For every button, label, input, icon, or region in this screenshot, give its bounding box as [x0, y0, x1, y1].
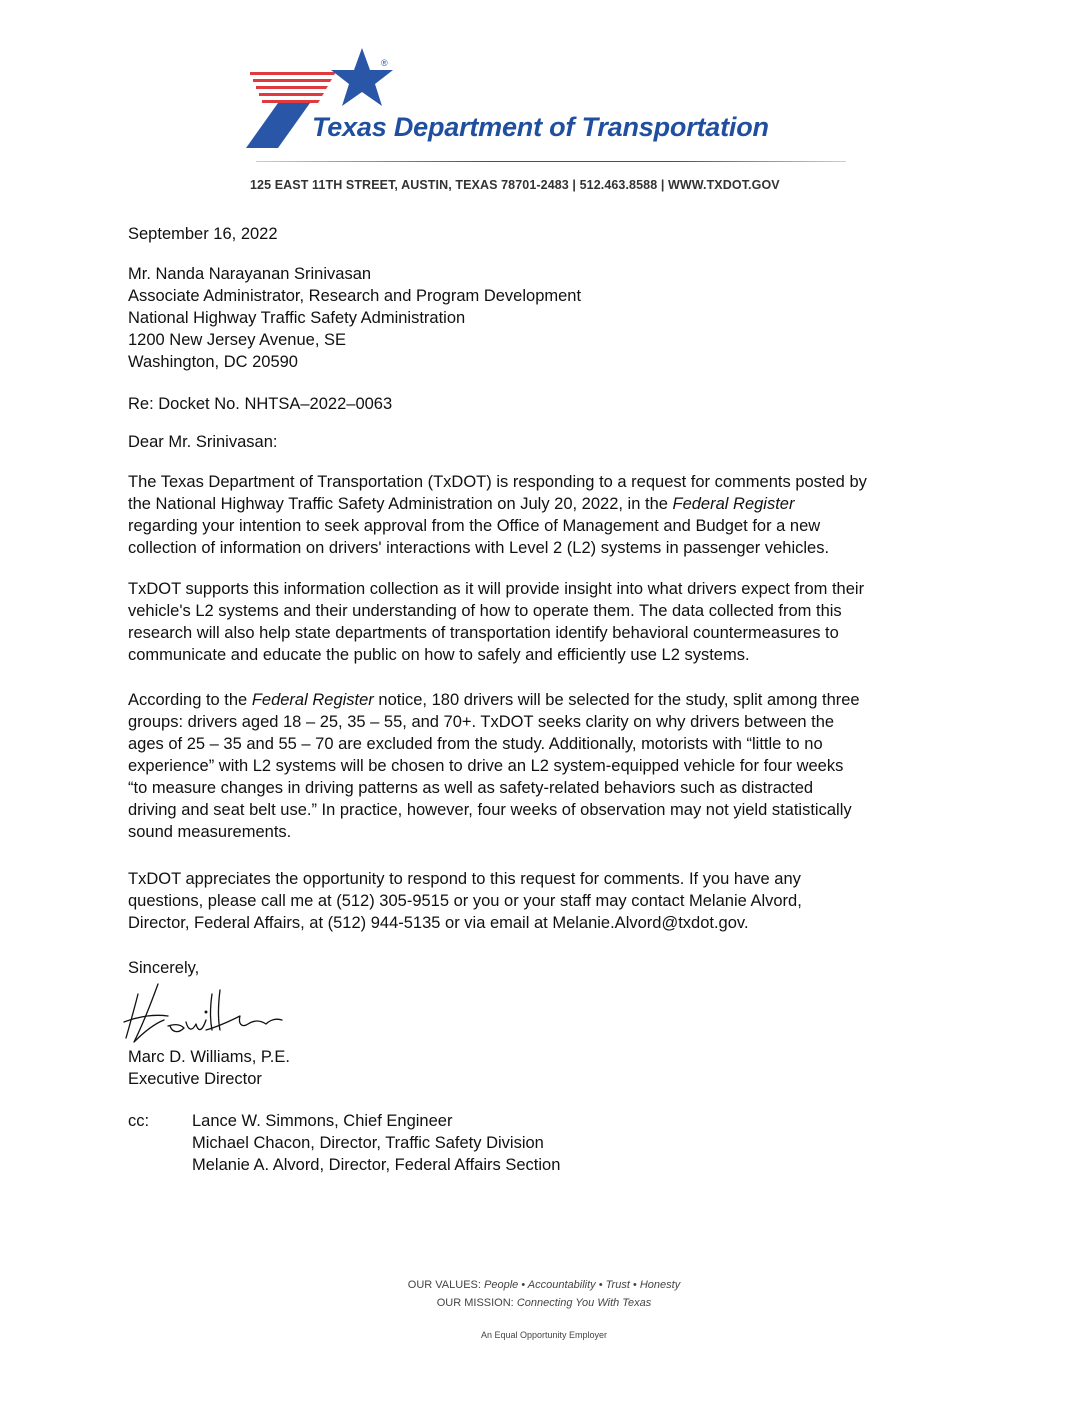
recipient-block	[128, 263, 963, 373]
signer-block	[128, 1046, 963, 1090]
paragraph-text: notice, 180 drivers will be selected for the study, split among three groups: drivers aged 18 – 25, 35 – 55, and 70+. TxDOT seeks clarity on why drivers between the ages of 25 – 35 and 55 – 70 are excluded from the study. Additionally, motorists with “little to no experience” with L2 systems will be chosen to drive an L2 system-equipped vehicle for four weeks “to measure changes in driving patterns as well as safety-related behaviors such as distracted driving and seat belt use.” In practice, however, four weeks of observation may not yield statistically sound measurements.	[128, 691, 860, 841]
closing: Sincerely,	[128, 959, 200, 977]
emphasis-federal-register: Federal Register	[672, 495, 795, 513]
values-text: People • Accountability • Trust • Honesty	[484, 1279, 681, 1291]
emphasis-federal-register: Federal Register	[251, 691, 374, 709]
body-paragraph-2: TxDOT supports this information collection as it will provide insight into what drivers expect from their vehicle's L2 systems and their understanding of how to operate them. The data collected from this research will also help state departments of transportation identify behavioral countermeasures to communicate and educate the public on how to safely and efficiently use L2 systems.	[128, 580, 865, 664]
handwritten-signature	[120, 976, 310, 1046]
organization-name: Texas Department of Transportation	[312, 112, 769, 142]
recipient-title: Associate Administrator, Research and Program Development	[128, 287, 582, 305]
body-paragraph-4: TxDOT appreciates the opportunity to respond to this request for comments. If you have any questions, please call me at (512) 305-9515 or you or your staff may contact Melanie Alvord, Director, Federal Affairs, at (512) 944-5135 or via email at Melanie.Alvord@txdot.gov.	[128, 870, 802, 932]
recipient-organization: National Highway Traffic Safety Administration	[128, 309, 466, 327]
mission-label: OUR MISSION:	[436, 1297, 514, 1309]
paragraph-text: regarding your intention to seek approval from the Office of Management and Budget for a new collection of information on drivers' interactions with Level 2 (L2) systems in passenger vehicles.	[128, 517, 830, 557]
paragraph-text: The Texas Department of Transportation (TxDOT) is responding to a request for comments posted by the National Highway Traffic Safety Administration on July 20, 2022, in the	[128, 473, 867, 513]
paragraph-text: According to the	[128, 691, 252, 709]
signer-name: Marc D. Williams, P.E.	[128, 1048, 290, 1066]
footer	[0, 1276, 1088, 1312]
cc-label: cc:	[128, 1112, 150, 1130]
equal-opportunity-statement: An Equal Opportunity Employer	[480, 1330, 608, 1340]
recipient-street: 1200 New Jersey Avenue, SE	[128, 331, 346, 349]
body-paragraph-1	[128, 471, 963, 559]
cc-recipient: Lance W. Simmons, Chief Engineer	[192, 1112, 453, 1130]
letterhead-divider	[256, 161, 846, 162]
cc-list	[192, 1110, 560, 1176]
recipient-city: Washington, DC 20590	[128, 353, 298, 371]
signer-title: Executive Director	[128, 1070, 262, 1088]
salutation: Dear Mr. Srinivasan:	[128, 433, 278, 451]
footer-values	[0, 1276, 1088, 1294]
body-paragraph-3	[128, 689, 963, 843]
reference-line: Re: Docket No. NHTSA–2022–0063	[128, 395, 393, 413]
recipient-name: Mr. Nanda Narayanan Srinivasan	[128, 265, 372, 283]
mission-text: Connecting You With Texas	[516, 1297, 652, 1309]
cc-recipient: Michael Chacon, Director, Traffic Safety Division	[192, 1134, 544, 1152]
registered-mark: ®	[381, 58, 388, 68]
footer-mission	[0, 1294, 1088, 1312]
cc-recipient: Melanie A. Alvord, Director, Federal Affairs Section	[192, 1156, 561, 1174]
letterhead	[240, 44, 850, 204]
letter-date: September 16, 2022	[128, 225, 278, 243]
values-label: OUR VALUES:	[407, 1279, 481, 1291]
letterhead-address: 125 EAST 11TH STREET, AUSTIN, TEXAS 78701-2483 | 512.463.8588 | WWW.TXDOT.GOV	[250, 178, 780, 192]
